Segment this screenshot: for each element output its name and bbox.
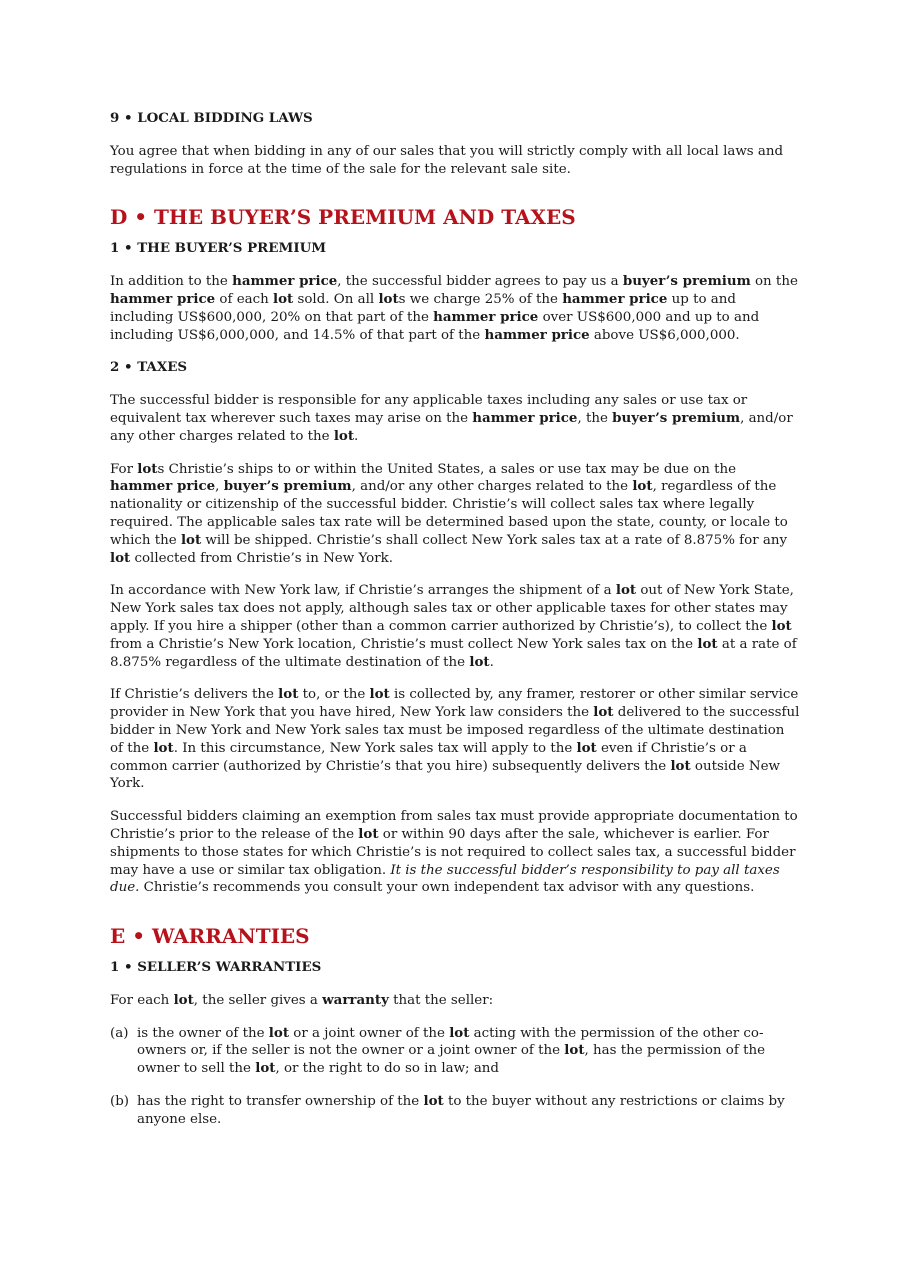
taxes-heading: 2 • TAXES (110, 359, 188, 376)
warranty-item-label: (b) (110, 1094, 130, 1110)
sellers-warranties-heading: 1 • SELLER’S WARRANTIES (110, 959, 322, 976)
buyers-premium-paragraph: In addition to the hammer price, the successful bidder agrees to pay us a buyer’s premium on the hammer price of each lot sold. On all lots we charge 25% of the hammer price up to and including US$600,000, 20% on that part of the hammer price over US$600,000 and up to and including US$6,000,000, and 14.5% of that part of the hammer price above US$6,000,000. (110, 273, 798, 343)
warranty-item-text: has the right to transfer ownership of the lot to the buyer without any restrictions or claims by anyone else. (137, 1093, 785, 1127)
local-bidding-text: You agree that when bidding in any of our sales that you will strictly comply with all local laws and regulations in force at the time of the sale for the relevant sale site. (110, 143, 784, 177)
section-d-title: D • THE BUYER’S PREMIUM AND TAXES (110, 205, 576, 230)
warranties-intro: For each lot, the seller gives a warranty that the seller: (110, 991, 494, 1008)
taxes-paragraph-3: In accordance with New York law, if Christie’s arranges the shipment of a lot out of New York State, New York sales tax does not apply, although sales tax or other applicable taxes for other states may apply. If you hire a shipper (other than a common carrier authorized by Christie’s), to collect the lot from a Christie’s New York location, Christie’s must collect New York sales tax on the lot at a rate of 8.875% regardless of the ultimate destination of the lot. (110, 582, 797, 670)
taxes-paragraph-1: The successful bidder is responsible for any applicable taxes including any sales or use tax or equivalent tax wherever such taxes may arise on the hammer price, the buyer’s premium, and/or any other charges related to the lot. (110, 393, 793, 444)
warranty-item-a (110, 1025, 800, 1078)
warranty-item-label: (a) (110, 1025, 129, 1041)
local-bidding-heading: 9 • LOCAL BIDDING LAWS (110, 110, 313, 126)
taxes-paragraph-5: Successful bidders claiming an exemption from sales tax must provide appropriate documentation to Christie’s prior to the release of the lot or within 90 days after the sale, whichever is earlier. For shipments to those states for which Christie’s is not required to collect sales tax, a successful bidder may have a use or similar tax obligation. It is the successful bidder’s responsibility to pay all taxes due. Christie’s recommends you consult your own independent tax advisor with any questions. (110, 809, 798, 896)
taxes-paragraph-4: If Christie’s delivers the lot to, or the lot is collected by, any framer, restorer or other similar service provider in New York that you have hired, New York law considers the lot delivered to the successful bidder in New York and New York sales tax must be imposed regardless of the ultimate destination of the lot. In this circumstance, New York sales tax will apply to the lot even if Christie’s or a common carrier (authorized by Christie’s that you hire) subsequently delivers the lot outside New York. (110, 686, 800, 792)
section-e-title: E • WARRANTIES (110, 924, 310, 949)
warranty-item-b (110, 1093, 800, 1129)
warranty-item-text: is the owner of the lot or a joint owner of the lot acting with the permission of the other co-owners or, if the seller is not the owner or a joint owner of the lot, has the permission of the owner to sell the lot, or the right to do so in law; and (137, 1024, 766, 1077)
buyers-premium-heading: 1 • THE BUYER’S PREMIUM (110, 240, 327, 257)
document-page (110, 110, 800, 1129)
taxes-paragraph-2: For lots Christie’s ships to or within the United States, a sales or use tax may be due on the hammer price, buyer’s premium, and/or any other charges related to the lot, regardless of the nationality or citizenship of the successful bidder. Christie’s will collect sales tax where legally required. The applicable sales tax rate will be determined based upon the state, county, or locale to which the lot will be shipped. Christie’s shall collect New York sales tax at a rate of 8.875% for any lot collected from Christie’s in New York. (110, 460, 788, 566)
